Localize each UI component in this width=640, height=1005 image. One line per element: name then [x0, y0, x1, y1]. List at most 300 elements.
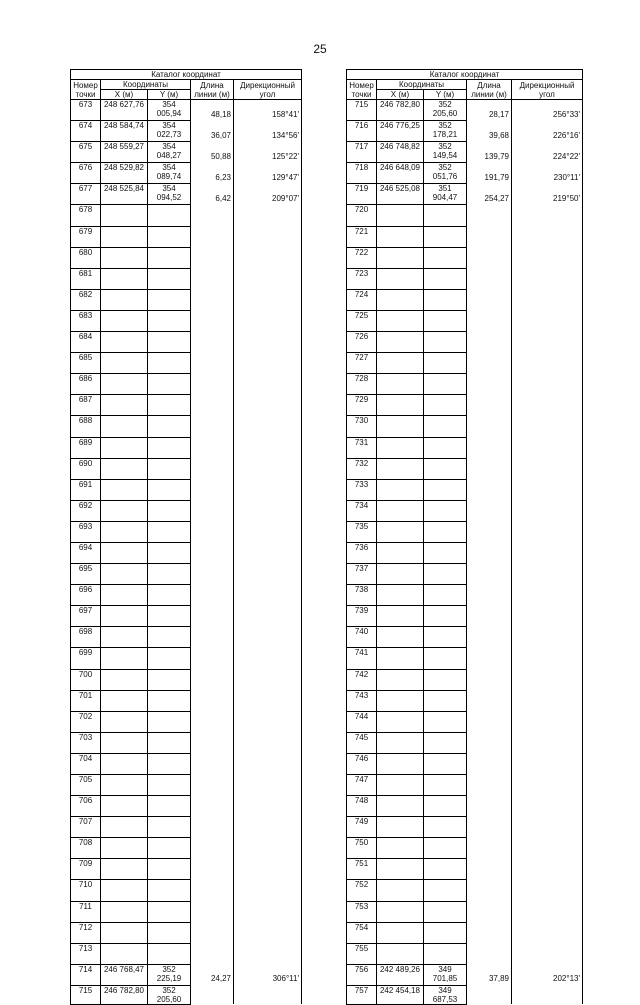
x-coordinate: [377, 859, 424, 880]
x-coordinate: [101, 416, 148, 437]
line-length: [467, 184, 512, 205]
bearing-angle: [234, 184, 302, 205]
table-row: [347, 479, 583, 500]
point-number: 711: [71, 901, 101, 922]
point-number: 749: [347, 817, 377, 838]
y-coordinate: [148, 521, 191, 542]
line-length: [191, 901, 234, 922]
bearing-angle: [512, 353, 583, 374]
y-coordinate: 354 048,27: [148, 142, 191, 163]
bearing-angle: [512, 500, 583, 521]
x-coordinate: [101, 859, 148, 880]
point-number: 696: [71, 585, 101, 606]
x-coordinate: [377, 374, 424, 395]
y-coordinate: 349 687,53: [424, 985, 467, 1004]
point-number: 723: [347, 268, 377, 289]
x-coordinate: 242 454,18: [377, 985, 424, 1004]
x-coordinate: [101, 310, 148, 331]
bearing-angle: [512, 458, 583, 479]
table-row: [71, 564, 302, 585]
table-row: [347, 838, 583, 859]
line-length: [191, 121, 234, 142]
point-number: 729: [347, 395, 377, 416]
point-number: 686: [71, 374, 101, 395]
bearing-angle: [234, 500, 302, 521]
x-coordinate: [101, 901, 148, 922]
x-coordinate: [101, 458, 148, 479]
x-coordinate: [101, 564, 148, 585]
y-coordinate: [148, 606, 191, 627]
point-number: 742: [347, 669, 377, 690]
x-coordinate: [101, 521, 148, 542]
table-row: [71, 500, 302, 521]
table-row: [71, 627, 302, 648]
point-number: 725: [347, 310, 377, 331]
x-coordinate: [377, 247, 424, 268]
bearing-angle: [512, 669, 583, 690]
line-length: [191, 711, 234, 732]
bearing-angle: [234, 542, 302, 563]
table-row: [71, 796, 302, 817]
point-number: 690: [71, 458, 101, 479]
line-length: [467, 479, 512, 500]
x-coordinate: [101, 479, 148, 500]
line-length: [467, 564, 512, 585]
y-coordinate: [148, 648, 191, 669]
line-length: [467, 880, 512, 901]
y-coordinate: 352 178,21: [424, 121, 467, 142]
table-row: [71, 775, 302, 796]
x-coordinate: [377, 711, 424, 732]
bearing-angle: [512, 732, 583, 753]
bearing-angle-value: 256°33': [553, 110, 580, 119]
bearing-angle: [512, 142, 583, 163]
point-number: 736: [347, 542, 377, 563]
table-row: [347, 985, 583, 1004]
header-x: X (м): [101, 90, 148, 100]
header-y: Y (м): [424, 90, 467, 100]
line-length: [467, 922, 512, 943]
point-number: 708: [71, 838, 101, 859]
line-length: [467, 838, 512, 859]
bearing-angle: [234, 226, 302, 247]
table-row: [347, 142, 583, 163]
line-length: [467, 648, 512, 669]
x-coordinate: [377, 838, 424, 859]
y-coordinate: [148, 690, 191, 711]
line-length: [467, 500, 512, 521]
x-coordinate: [377, 332, 424, 353]
bearing-angle: [234, 458, 302, 479]
table-row: [347, 943, 583, 964]
header-bearing: Дирекционный угол: [234, 80, 302, 100]
line-length-value: 6,42: [215, 193, 231, 203]
bearing-angle: [234, 648, 302, 669]
x-coordinate: [377, 416, 424, 437]
table-row: [71, 100, 302, 121]
table-row: [71, 521, 302, 542]
table-row: [347, 775, 583, 796]
y-coordinate: 352 225,19: [148, 964, 191, 985]
bearing-angle: [234, 796, 302, 817]
table-row: [71, 690, 302, 711]
line-length: [467, 711, 512, 732]
y-coordinate: 352 205,60: [424, 100, 467, 121]
x-coordinate: [101, 205, 148, 226]
line-length: [467, 458, 512, 479]
y-coordinate: [148, 817, 191, 838]
table-row: [347, 880, 583, 901]
y-coordinate: [424, 205, 467, 226]
bearing-angle: [234, 289, 302, 310]
table-row: [347, 100, 583, 121]
y-coordinate: 354 089,74: [148, 163, 191, 184]
table-row: [347, 711, 583, 732]
point-number: 722: [347, 247, 377, 268]
line-length-value: 36,07: [210, 130, 231, 140]
bearing-angle: [234, 205, 302, 226]
x-coordinate: 248 559,27: [101, 142, 148, 163]
point-number: 730: [347, 416, 377, 437]
y-coordinate: 352 149,54: [424, 142, 467, 163]
y-coordinate: [148, 943, 191, 964]
line-length: [191, 100, 234, 121]
bearing-angle: [512, 585, 583, 606]
y-coordinate: [148, 838, 191, 859]
x-coordinate: [377, 606, 424, 627]
point-number: 724: [347, 289, 377, 310]
table-row: [71, 711, 302, 732]
y-coordinate: [424, 395, 467, 416]
table-row: [347, 458, 583, 479]
table-body: [71, 100, 302, 1005]
x-coordinate: [101, 437, 148, 458]
point-number: 689: [71, 437, 101, 458]
point-number: 715: [347, 100, 377, 121]
x-coordinate: 246 525,08: [377, 184, 424, 205]
table-row: [71, 753, 302, 774]
y-coordinate: [424, 247, 467, 268]
x-coordinate: 248 584,74: [101, 121, 148, 142]
table-row: [347, 796, 583, 817]
bearing-angle: [234, 121, 302, 142]
point-number: 701: [71, 690, 101, 711]
line-length: [191, 690, 234, 711]
table-row: [347, 564, 583, 585]
point-number: 734: [347, 500, 377, 521]
bearing-angle: [512, 690, 583, 711]
bearing-angle: [512, 943, 583, 964]
line-length: [467, 521, 512, 542]
x-coordinate: [101, 289, 148, 310]
bearing-angle: [234, 332, 302, 353]
table-row: [71, 310, 302, 331]
line-length: [467, 606, 512, 627]
x-coordinate: [377, 669, 424, 690]
table-row: [71, 205, 302, 226]
table-row: [71, 374, 302, 395]
y-coordinate: [148, 458, 191, 479]
point-number: 713: [71, 943, 101, 964]
y-coordinate: [148, 332, 191, 353]
line-length-value: 191,79: [484, 172, 509, 182]
bearing-angle: [234, 753, 302, 774]
table-row: [347, 901, 583, 922]
line-length: [467, 985, 512, 1004]
x-coordinate: [377, 289, 424, 310]
line-length: [191, 226, 234, 247]
bearing-angle: [512, 184, 583, 205]
x-coordinate: [377, 521, 424, 542]
line-length-value: 37,89: [488, 974, 509, 984]
line-length: [467, 353, 512, 374]
bearing-angle: [512, 247, 583, 268]
bearing-angle: [234, 985, 302, 1004]
x-coordinate: [377, 901, 424, 922]
bearing-angle: [512, 100, 583, 121]
x-coordinate: [377, 943, 424, 964]
point-number: 720: [347, 205, 377, 226]
point-number: 727: [347, 353, 377, 374]
y-coordinate: [424, 943, 467, 964]
bearing-angle: [512, 205, 583, 226]
point-number: 715: [71, 985, 101, 1004]
catalog-title: Каталог координат: [71, 70, 302, 80]
header-y: Y (м): [148, 90, 191, 100]
bearing-angle: [234, 901, 302, 922]
point-number: 744: [347, 711, 377, 732]
point-number: 680: [71, 247, 101, 268]
table-row: [347, 964, 583, 985]
table-row: [347, 690, 583, 711]
line-length: [191, 247, 234, 268]
header-bearing: Дирекционный угол: [512, 80, 583, 100]
y-coordinate: [424, 901, 467, 922]
y-coordinate: [424, 437, 467, 458]
x-coordinate: [101, 943, 148, 964]
bearing-angle: [234, 817, 302, 838]
x-coordinate: 246 782,80: [377, 100, 424, 121]
line-length: [467, 753, 512, 774]
table-row: [71, 669, 302, 690]
x-coordinate: [377, 353, 424, 374]
line-length: [191, 479, 234, 500]
y-coordinate: [424, 859, 467, 880]
bearing-angle: [234, 964, 302, 985]
table-row: [347, 268, 583, 289]
point-number: 717: [347, 142, 377, 163]
x-coordinate: [377, 817, 424, 838]
bearing-angle: [234, 859, 302, 880]
point-number: 753: [347, 901, 377, 922]
y-coordinate: [148, 353, 191, 374]
table-row: [71, 732, 302, 753]
bearing-angle: [234, 838, 302, 859]
table-row: [71, 922, 302, 943]
bearing-angle: [234, 353, 302, 374]
line-length: [191, 500, 234, 521]
line-length: [467, 100, 512, 121]
line-length: [191, 732, 234, 753]
y-coordinate: [424, 690, 467, 711]
x-coordinate: [377, 753, 424, 774]
table-row: [347, 859, 583, 880]
point-number: 688: [71, 416, 101, 437]
y-coordinate: [424, 711, 467, 732]
line-length-value: 48,18: [210, 110, 231, 119]
y-coordinate: [148, 901, 191, 922]
y-coordinate: [148, 437, 191, 458]
catalog-title: Каталог координат: [347, 70, 583, 80]
bearing-angle: [234, 711, 302, 732]
table-row: [71, 542, 302, 563]
header-point-no: Номер точки: [347, 80, 377, 100]
line-length: [191, 353, 234, 374]
line-length: [467, 901, 512, 922]
point-number: 735: [347, 521, 377, 542]
y-coordinate: [424, 289, 467, 310]
bearing-angle: [234, 247, 302, 268]
y-coordinate: [424, 648, 467, 669]
header-coords: Координаты: [101, 80, 191, 90]
table-row: [71, 964, 302, 985]
line-length: [191, 437, 234, 458]
bearing-angle: [234, 627, 302, 648]
y-coordinate: [424, 564, 467, 585]
table-row: [71, 142, 302, 163]
y-coordinate: [424, 521, 467, 542]
table-row: [71, 121, 302, 142]
point-number: 728: [347, 374, 377, 395]
bearing-angle: [512, 796, 583, 817]
table-row: [71, 458, 302, 479]
y-coordinate: [148, 542, 191, 563]
point-number: 757: [347, 985, 377, 1004]
y-coordinate: 354 022,73: [148, 121, 191, 142]
y-coordinate: [424, 669, 467, 690]
point-number: 687: [71, 395, 101, 416]
y-coordinate: [148, 669, 191, 690]
table-row: [347, 437, 583, 458]
x-coordinate: [101, 753, 148, 774]
x-coordinate: [377, 775, 424, 796]
x-coordinate: [101, 817, 148, 838]
bearing-angle: [512, 985, 583, 1004]
table-row: [347, 163, 583, 184]
y-coordinate: [148, 627, 191, 648]
bearing-angle: [234, 585, 302, 606]
table-row: [71, 901, 302, 922]
line-length: [467, 121, 512, 142]
x-coordinate: 246 776,25: [377, 121, 424, 142]
page-number: 25: [313, 42, 327, 56]
y-coordinate: [424, 627, 467, 648]
table-row: [71, 880, 302, 901]
table-row: [347, 922, 583, 943]
y-coordinate: [424, 500, 467, 521]
line-length: [467, 289, 512, 310]
point-number: 740: [347, 627, 377, 648]
point-number: 695: [71, 564, 101, 585]
line-length: [191, 585, 234, 606]
x-coordinate: [101, 268, 148, 289]
line-length: [467, 732, 512, 753]
y-coordinate: [148, 796, 191, 817]
table-row: [347, 353, 583, 374]
y-coordinate: [424, 585, 467, 606]
point-number: 721: [347, 226, 377, 247]
line-length: [191, 775, 234, 796]
y-coordinate: [424, 332, 467, 353]
bearing-angle: [512, 289, 583, 310]
line-length: [467, 943, 512, 964]
point-number: 732: [347, 458, 377, 479]
line-length: [191, 416, 234, 437]
line-length: [467, 142, 512, 163]
line-length: [191, 395, 234, 416]
bearing-angle: [234, 395, 302, 416]
line-length: [467, 669, 512, 690]
table-row: [71, 416, 302, 437]
point-number: 707: [71, 817, 101, 838]
x-coordinate: [377, 479, 424, 500]
y-coordinate: 349 701,85: [424, 964, 467, 985]
point-number: 684: [71, 332, 101, 353]
line-length: [467, 817, 512, 838]
y-coordinate: [424, 416, 467, 437]
point-number: 697: [71, 606, 101, 627]
point-number: 685: [71, 353, 101, 374]
line-length-value: 254,27: [484, 193, 509, 203]
y-coordinate: 351 904,47: [424, 184, 467, 205]
y-coordinate: [148, 205, 191, 226]
x-coordinate: [101, 732, 148, 753]
table-row: [71, 247, 302, 268]
line-length: [467, 964, 512, 985]
line-length: [191, 205, 234, 226]
x-coordinate: [101, 690, 148, 711]
table-row: [347, 289, 583, 310]
header-point-no: Номер точки: [71, 80, 101, 100]
y-coordinate: 354 005,94: [148, 100, 191, 121]
line-length: [191, 374, 234, 395]
point-number: 739: [347, 606, 377, 627]
bearing-angle: [512, 901, 583, 922]
y-coordinate: [424, 542, 467, 563]
x-coordinate: [377, 627, 424, 648]
bearing-angle: [512, 880, 583, 901]
point-number: 716: [347, 121, 377, 142]
line-length: [467, 437, 512, 458]
y-coordinate: [424, 353, 467, 374]
point-number: 676: [71, 163, 101, 184]
bearing-angle: [512, 542, 583, 563]
bearing-angle: [512, 648, 583, 669]
line-length: [467, 775, 512, 796]
bearing-angle: [512, 838, 583, 859]
bearing-angle: [512, 564, 583, 585]
coordinate-catalog-table-left: [70, 69, 302, 1005]
bearing-angle: [512, 775, 583, 796]
x-coordinate: [101, 374, 148, 395]
table-row: [347, 226, 583, 247]
bearing-angle-value: 224°22': [553, 151, 580, 161]
line-length: [191, 838, 234, 859]
point-number: 706: [71, 796, 101, 817]
point-number: 677: [71, 184, 101, 205]
table-row: [347, 416, 583, 437]
line-length: [191, 922, 234, 943]
